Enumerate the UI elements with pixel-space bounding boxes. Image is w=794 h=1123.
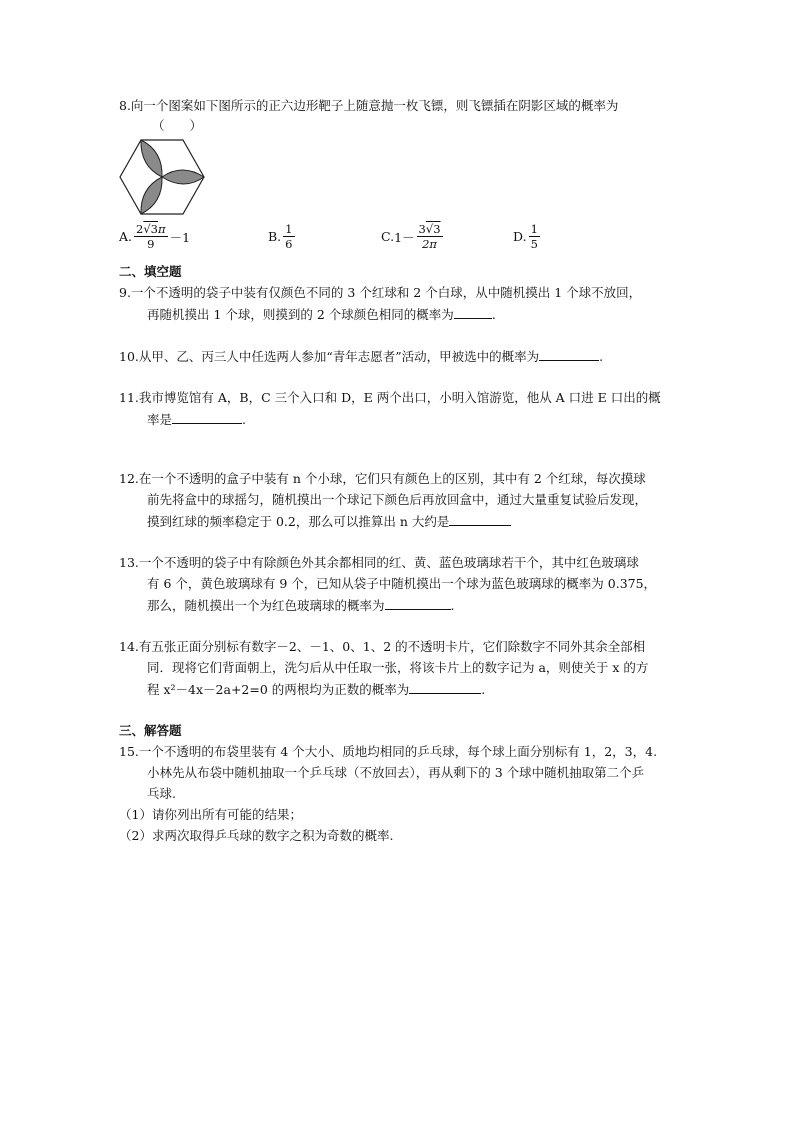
c-root-val: 3 — [433, 222, 441, 236]
option-b-label: B. — [268, 229, 282, 244]
q11-line1: 11.我市博览馆有 A，B，C 三个入口和 D，E 两个出口，小明入馆游览，他从 A 口进 E 口出的概 — [119, 390, 661, 405]
q10-line — [119, 348, 603, 365]
option-a-label: A. — [119, 229, 133, 244]
q10-text: 10.从甲、乙、丙三人中任选两人参加“青年志愿者”活动，甲被选中的概率为 — [119, 349, 540, 364]
section-fill-in-heading: 二、填空题 — [119, 264, 182, 279]
option-a-fraction — [134, 222, 168, 251]
q13-answer-blank[interactable] — [385, 597, 451, 610]
a-num-root: √3 — [143, 222, 158, 236]
q14-line3-text: 程 x²－4x－2a+2=0 的两根均为正数的概率为 — [147, 682, 410, 697]
option-d-label: D. — [513, 229, 527, 244]
q12-answer-blank[interactable] — [449, 513, 511, 526]
q11-line2-text: 率是 — [147, 412, 173, 427]
hexagon-target-figure — [118, 138, 206, 216]
option-b-fraction — [283, 222, 294, 251]
q13-line1: 13.一个不透明的袋子中有除颜色外其余都相同的红、黄、蓝色玻璃球若干个，其中红色玻璃球 — [119, 555, 639, 570]
q9-answer-blank[interactable] — [454, 306, 492, 319]
option-c-fraction — [417, 222, 443, 251]
q12-line3 — [147, 513, 511, 530]
q14-line3 — [147, 681, 485, 698]
a-den: 9 — [147, 237, 155, 251]
q15-subquestion-2: （2）求两次取得乒乓球的数字之积为奇数的概率. — [119, 828, 394, 843]
d-den: 5 — [530, 237, 538, 251]
q8-option-d[interactable] — [513, 222, 542, 251]
c-num-coef: 3 — [418, 222, 426, 236]
q8-option-a[interactable] — [119, 222, 190, 251]
q10-answer-blank[interactable] — [539, 348, 599, 361]
q9-line1: 9.一个不透明的袋子中装有仅颜色不同的 3 个红球和 2 个白球，从中随机摸出 1 个球不放回， — [119, 285, 642, 300]
q15-line2: 小林先从布袋中随机抽取一个乒乓球（不放回去），再从剩下的 3 个球中随机抽取第二个乒 — [147, 765, 645, 780]
option-c-pre: 1－ — [394, 229, 415, 245]
q13-end: . — [450, 598, 455, 613]
q15-subquestion-1: （1）请你列出所有可能的结果； — [119, 807, 302, 822]
q9-end: . — [491, 307, 496, 322]
q11-end: . — [242, 412, 246, 427]
option-c-label: C. — [381, 229, 395, 244]
q15-line3: 乓球. — [147, 786, 176, 801]
q8-option-c[interactable] — [381, 222, 445, 251]
q9-line2-text: 再随机摸出 1 个球，则摸到的 2 个球颜色相同的概率为 — [147, 307, 454, 322]
c-den: 2π — [422, 237, 437, 251]
d-num: 1 — [530, 222, 538, 236]
q12-line3-text: 摸到红球的频率稳定于 0.2，那么可以推算出 n 大约是 — [147, 514, 450, 529]
a-num-coef: 2 — [136, 222, 144, 236]
q9-line2 — [147, 306, 496, 323]
q13-line3 — [147, 597, 455, 614]
q14-line1: 14.有五张正面分别标有数字－2、－1、0、1、2 的不透明卡片，它们除数字不同外其余全部相 — [119, 639, 646, 654]
option-a-tail: －1 — [169, 229, 191, 245]
c-num-root: √3 — [425, 222, 441, 236]
a-num-pi: π — [158, 222, 166, 236]
q8-text: 8.向一个图案如下图所示的正六边形靶子上随意抛一枚飞镖，则飞镖插在阴影区域的概率为 — [119, 98, 619, 113]
a-root-val: 3 — [150, 222, 158, 236]
q14-end: . — [481, 682, 486, 697]
q11-answer-blank[interactable] — [172, 411, 242, 424]
q12-line2: 前先将盒中的球摇匀，随机摸出一个球记下颜色后再放回盒中，通过大量重复试验后发现， — [147, 492, 648, 507]
section-solve-heading: 三、解答题 — [119, 723, 182, 738]
q14-answer-blank[interactable] — [409, 681, 481, 694]
q12-line1: 12.在一个不透明的盒子中装有 n 个小球，它们只有颜色上的区别，其中有 2 个红球，每次摸球 — [119, 471, 646, 486]
q14-line2: 同．现将它们背面朝上，洗匀后从中任取一张，将该卡片上的数字记为 a，则使关于 x 的方 — [147, 660, 649, 675]
q10-end: . — [599, 349, 604, 364]
q13-line2: 有 6 个，黄色玻璃球有 9 个，已知从袋子中随机摸出一个球为蓝色玻璃球的概率为 0.375， — [147, 576, 657, 591]
q13-line3-text: 那么，随机摸出一个为红色玻璃球的概率为 — [147, 598, 385, 613]
q8-answer-paren: （ ） — [152, 118, 203, 133]
q8-option-b[interactable] — [268, 222, 297, 251]
option-d-fraction — [529, 222, 540, 251]
b-den: 6 — [285, 237, 293, 251]
b-num: 1 — [285, 222, 293, 236]
q15-line1: 15.一个不透明的布袋里装有 4 个大小、质地均相同的乒乓球，每个球上面分别标有 1，2，3，4. — [119, 744, 658, 759]
q11-line2 — [147, 411, 246, 428]
